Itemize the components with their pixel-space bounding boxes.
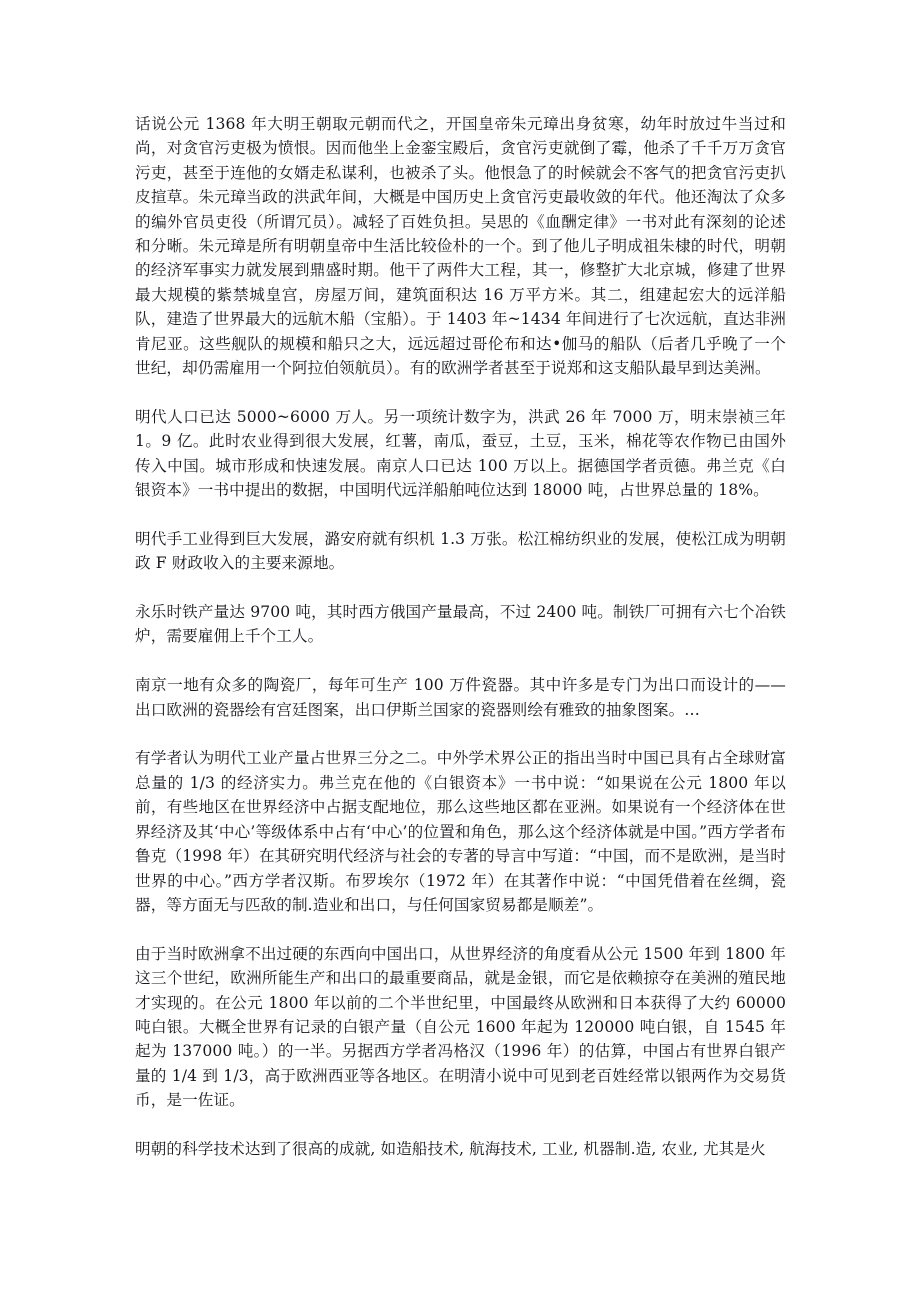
paragraph-5: 南京一地有众多的陶瓷厂，每年可生产 100 万件瓷器。其中许多是专门为出口而设计的——出口欧洲的瓷器绘有宫廷图案，出口伊斯兰国家的瓷器则绘有雅致的抽象图案。…	[135, 676, 786, 719]
document-text-body	[135, 112, 786, 1161]
paragraph-3: 明代手工业得到巨大发展，潞安府就有织机 1.3 万张。松江棉纺织业的发展，使松江成为明朝政 F 财政收入的主要来源地。	[135, 529, 786, 573]
paragraph-6: 有学者认为明代工业产量占世界三分之二。中外学术界公正的指出当时中国已具有占全球财富总量的 1/3 的经济实力。弗兰克在他的《白银资本》一书中说：“如果说在公元 1800 年以前，有些地区在世界经济中占据支配地位，那么这些地区都在亚洲。如果说有一个经济体在世界经济及其‘中心’等级体系中占有‘中心’的位置和角色，那么这个经济体就是中国。”西方学者布鲁克（1998 年）在其研究明代经济与社会的专著的导言中写道：“中国，而不是欧洲，是当时世界的中心。”西方学者汉斯。布罗埃尔（1972 年）在其著作中说：“中国凭借着在丝绸，瓷器，等方面无与匹敌的制.造业和出口，与任何国家贸易都是顺差”。	[135, 749, 786, 914]
paragraph-4: 永乐时铁产量达 9700 吨，其时西方俄国产量最高，不过 2400 吨。制铁厂可拥有六七个冶铁炉，需要雇佣上千个工人。	[135, 603, 786, 646]
paragraph-7: 由于当时欧洲拿不出过硬的东西向中国出口，从世界经济的角度看从公元 1500 年到 1800 年这三个世纪，欧洲所能生产和出口的最重要商品，就是金银，而它是依赖掠夺在美洲的殖民地才实现的。在公元 1800 年以前的二个半世纪里，中国最终从欧洲和日本获得了大约 60000 吨白银。大概全世界有记录的白银产量（自公元 1600 年起为 120000 吨白银，自 1545 年起为 137000 吨。）的一半。另据西方学者冯格汉（1996 年）的估算，中国占有世界白银产量的 1/4 到 1/3，高于欧洲西亚等各地区。在明清小说中可见到老百姓经常以银两作为交易货币，是一佐证。	[135, 944, 786, 1110]
paragraph-2: 明代人口已达 5000~6000 万人。另一项统计数字为，洪武 26 年 7000 万，明末崇祯三年 1。9 亿。此时农业得到很大发展，红薯，南瓜，蚕豆，土豆，玉米，棉花等农作物已由国外传入中国。城市形成和快速发展。南京人口已达 100 万以上。据德国学者贡德。弗兰克《白银资本》一书中提出的数据，中国明代远洋船舶吨位达到 18000 吨，占世界总量的 18%。	[135, 407, 786, 500]
paragraph-8: 明朝的科学技术达到了很高的成就, 如造船技术, 航海技术, 工业, 机器制.造, 农业, 尤其是火	[135, 1139, 766, 1158]
paragraph-1: 话说公元 1368 年大明王朝取元朝而代之，开国皇帝朱元璋出身贫寒，幼年时放过牛当过和尚，对贪官污吏极为愤恨。因而他坐上金銮宝殿后，贪官污吏就倒了霉，他杀了千千万万贪官污吏，甚至于连他的女婿走私谋利，也被杀了头。他恨急了的时候就会不客气的把贪官污吏扒皮揎草。朱元璋当政的洪武年间，大概是中国历史上贪官污吏最收敛的年代。他还淘汰了众多的编外官员吏役（所谓冗员）。减轻了百姓负担。吴思的《血酬定律》一书对此有深刻的论述和分晰。朱元璋是所有明朝皇帝中生活比较俭朴的一个。到了他儿子明成祖朱棣的时代，明朝的经济军事实力就发展到鼎盛时期。他干了两件大工程，其一，修整扩大北京城，修建了世界最大规模的紫禁城皇宫，房屋万间，建筑面积达 16 万平方米。其二，组建起宏大的远洋船队，建造了世界最大的远航木船（宝船）。于 1403 年~1434 年间进行了七次远航，直达非洲肯尼亚。这些舰队的规模和船只之大，远远超过哥伦布和达•伽马的船队（后者几乎晚了一个世纪，却仍需雇用一个阿拉伯领航员）。有的欧洲学者甚至于说郑和这支船队最早到达美洲。	[135, 115, 786, 378]
